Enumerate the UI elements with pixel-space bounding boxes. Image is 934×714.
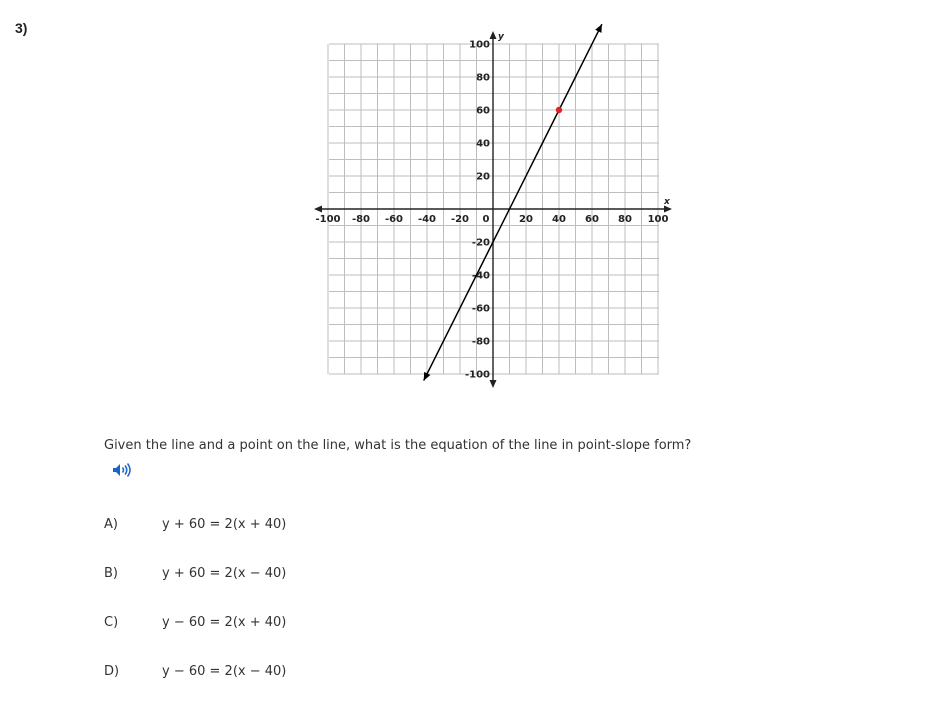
x-tick-label: -60 bbox=[384, 214, 404, 225]
choice-d-text: y − 60 = 2(x − 40) bbox=[162, 663, 287, 679]
x-tick-label: -40 bbox=[417, 214, 437, 225]
choice-c-letter: C) bbox=[104, 614, 119, 630]
axes bbox=[314, 31, 672, 388]
y-tick-label: 20 bbox=[476, 171, 490, 183]
x-tick-label: 80 bbox=[618, 214, 632, 225]
y-axis-label: y bbox=[498, 32, 504, 42]
x-tick-label: -80 bbox=[351, 214, 371, 225]
y-tick-label: 80 bbox=[476, 72, 490, 84]
x-axis-label: x bbox=[664, 197, 670, 207]
y-tick-label: -20 bbox=[471, 237, 490, 249]
x-tick-label: -100 bbox=[315, 214, 341, 225]
choice-b-letter: B) bbox=[104, 565, 118, 581]
x-tick-label: 60 bbox=[585, 214, 599, 225]
y-tick-label: 100 bbox=[469, 39, 490, 51]
x-tick-label: 0 bbox=[482, 214, 490, 225]
y-axis-bottom-arrow bbox=[490, 380, 497, 388]
y-tick-label: -80 bbox=[471, 336, 490, 348]
y-tick-label: 40 bbox=[476, 138, 490, 150]
audio-speaker-button[interactable] bbox=[110, 460, 134, 480]
x-tick-label: 100 bbox=[647, 214, 669, 225]
x-tick-label: -20 bbox=[450, 214, 470, 225]
y-tick-label: -100 bbox=[464, 369, 490, 381]
choice-b[interactable] bbox=[104, 562, 286, 584]
y-tick-label: 60 bbox=[476, 105, 490, 117]
choice-c[interactable] bbox=[104, 611, 286, 633]
choice-d[interactable] bbox=[104, 660, 286, 682]
x-axis-left-arrow bbox=[314, 206, 322, 213]
speaker-icon bbox=[110, 460, 134, 480]
choice-c-text: y − 60 = 2(x + 40) bbox=[162, 614, 287, 630]
highlight-point bbox=[556, 107, 562, 113]
y-tick-label: -40 bbox=[471, 270, 490, 282]
tick-labels bbox=[315, 40, 668, 381]
question-text: Given the line and a point on the line, what is the equation of the line in point-slope form? bbox=[104, 438, 692, 453]
choice-a-letter: A) bbox=[104, 516, 118, 532]
choice-d-letter: D) bbox=[104, 663, 120, 679]
choice-a[interactable] bbox=[104, 513, 286, 535]
x-tick-label: 20 bbox=[519, 214, 533, 225]
given-point bbox=[556, 107, 562, 113]
question-number: 3) bbox=[15, 20, 28, 36]
choice-b-text: y + 60 = 2(x − 40) bbox=[162, 565, 287, 581]
y-axis-top-arrow bbox=[490, 31, 497, 39]
y-tick-label: -60 bbox=[471, 303, 490, 315]
choice-a-text: y + 60 = 2(x + 40) bbox=[162, 516, 287, 532]
x-tick-label: 40 bbox=[552, 214, 566, 225]
